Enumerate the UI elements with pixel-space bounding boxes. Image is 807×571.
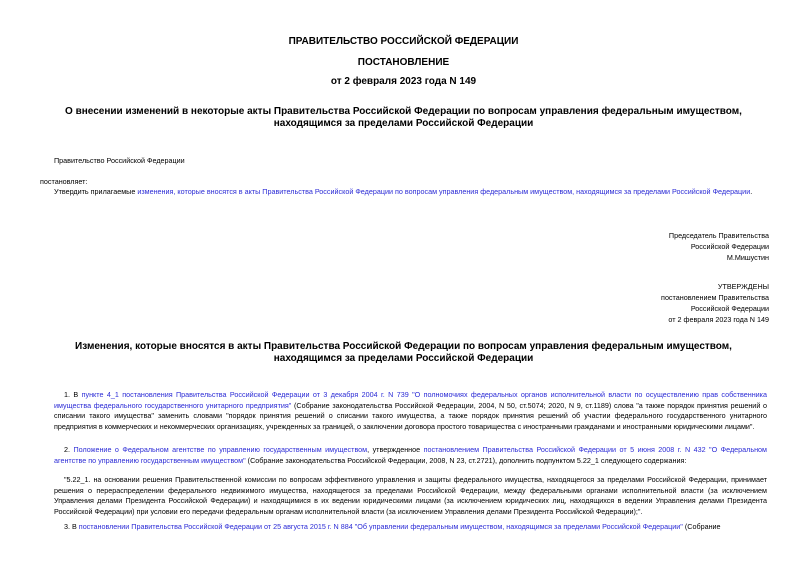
approved-by: постановлением Правительства — [661, 293, 769, 302]
approved-date: от 2 февраля 2023 года N 149 — [668, 315, 769, 324]
change-item-2 — [54, 445, 767, 466]
change-item-3 — [54, 522, 767, 533]
item-1-text: (Собрание законодательства Российской Федерации, 2004, N 50, ст.5074; 2020, N 9, ст.1189) слова "а также порядок принятия решений о списании такого имущества" заменить словами "порядок принятия решений о списании такого имущества, а также порядок принятия решений об участии федерального государственного унитарного предприятия в коммерческих и некоммерческих организациях, учрежденных за границей, о заключении договора простого товарищества с иностранными гражданами и иностранными юридическими лицами". — [54, 400, 768, 431]
item-2-link-regulation[interactable]: Положение о Федеральном агентстве по управлению государственным имуществом — [73, 445, 368, 454]
approve-changes-link[interactable]: изменения, которые вносятся в акты Правительства Российской Федерации по вопросам управления федеральным имуществом, находящимся за пределами Российской Федерации — [137, 187, 751, 196]
approve-prefix: Утвердить прилагаемые — [54, 187, 138, 196]
signature-block — [469, 230, 769, 263]
item-2-mid: , утвержденное — [367, 445, 424, 454]
document-type-heading: ПОСТАНОВЛЕНИЕ — [357, 57, 450, 68]
decides-text: постановляет: — [40, 177, 88, 186]
approved-block — [469, 281, 769, 325]
approved-label: УТВЕРЖДЕНЫ — [717, 282, 769, 291]
item-3-link[interactable]: постановлении Правительства Российской Федерации от 25 августа 2015 г. N 884 "Об управлении федеральным имуществом, находящимся за пределами Российской Федерации" — [78, 522, 683, 531]
signature-position: Председатель Правительства — [668, 231, 769, 240]
item-1-link[interactable]: пункте 4_1 постановления Правительства Российской Федерации от 3 декабря 2004 г. N 739 "О полномочиях федеральных органов исполнительной власти по осуществлению прав собственника имущества федерального государственного унитарного предприятия" — [54, 390, 767, 410]
item-3-text: (Собрание — [682, 522, 721, 531]
item-2-number: 2. — [64, 445, 74, 454]
approve-suffix: . — [750, 187, 753, 196]
approve-paragraph — [54, 187, 774, 198]
item-3-number: 3. В — [64, 522, 79, 531]
item-2-quote: "5.22_1. на основании решения Правительственной комиссии по вопросам эффективного управления и защиты федерального имущества, находящегося за пределами Российской Федерации, принимает решения о перераспределении федерального недвижимого имущества, находящегося за пределами Российской Федерации, между федеральными органами исполнительной власти (за исключением Управления делами Президента Российской Федерации) и находящимися в их ведении юридическими лицами (за исключением юридических лиц, находящихся в ведении Управления делами Президента Российской Федерации) при условии его передачи федеральным органам исполнительной власти (за исключением Управления делами Президента Российской Федерации);". — [54, 475, 767, 516]
change-item-1 — [54, 390, 767, 432]
item-2-link-decree[interactable]: постановлением Правительства Российской Федерации от 5 июня 2008 г. N 432 "О Федеральном агентстве по управлению государственным имуществом" — [54, 445, 767, 465]
approved-org: Российской Федерации — [690, 304, 769, 313]
government-heading: ПРАВИТЕЛЬСТВО РОССИЙСКОЙ ФЕДЕРАЦИИ — [288, 36, 519, 47]
signature-org: Российской Федерации — [690, 242, 769, 251]
document-date-number: от 2 февраля 2023 года N 149 — [330, 76, 477, 87]
item-1-number: 1. В — [64, 390, 82, 399]
issuer-text: Правительство Российской Федерации — [54, 156, 185, 165]
document-title: О внесении изменений в некоторые акты Правительства Российской Федерации по вопросам управления федеральным имуществом, находящимся за пределами Российской Федерации — [65, 106, 742, 129]
changes-title: Изменения, которые вносятся в акты Правительства Российской Федерации по вопросам управления федеральным имуществом, находящимся за пределами Российской Федерации — [75, 341, 732, 364]
item-2-text: (Собрание законодательства Российской Федерации, 2008, N 23, ст.2721), дополнить подпунктом 5.22_1 следующего содержания: — [245, 455, 687, 465]
signature-name: М.Мишустин — [726, 253, 769, 262]
